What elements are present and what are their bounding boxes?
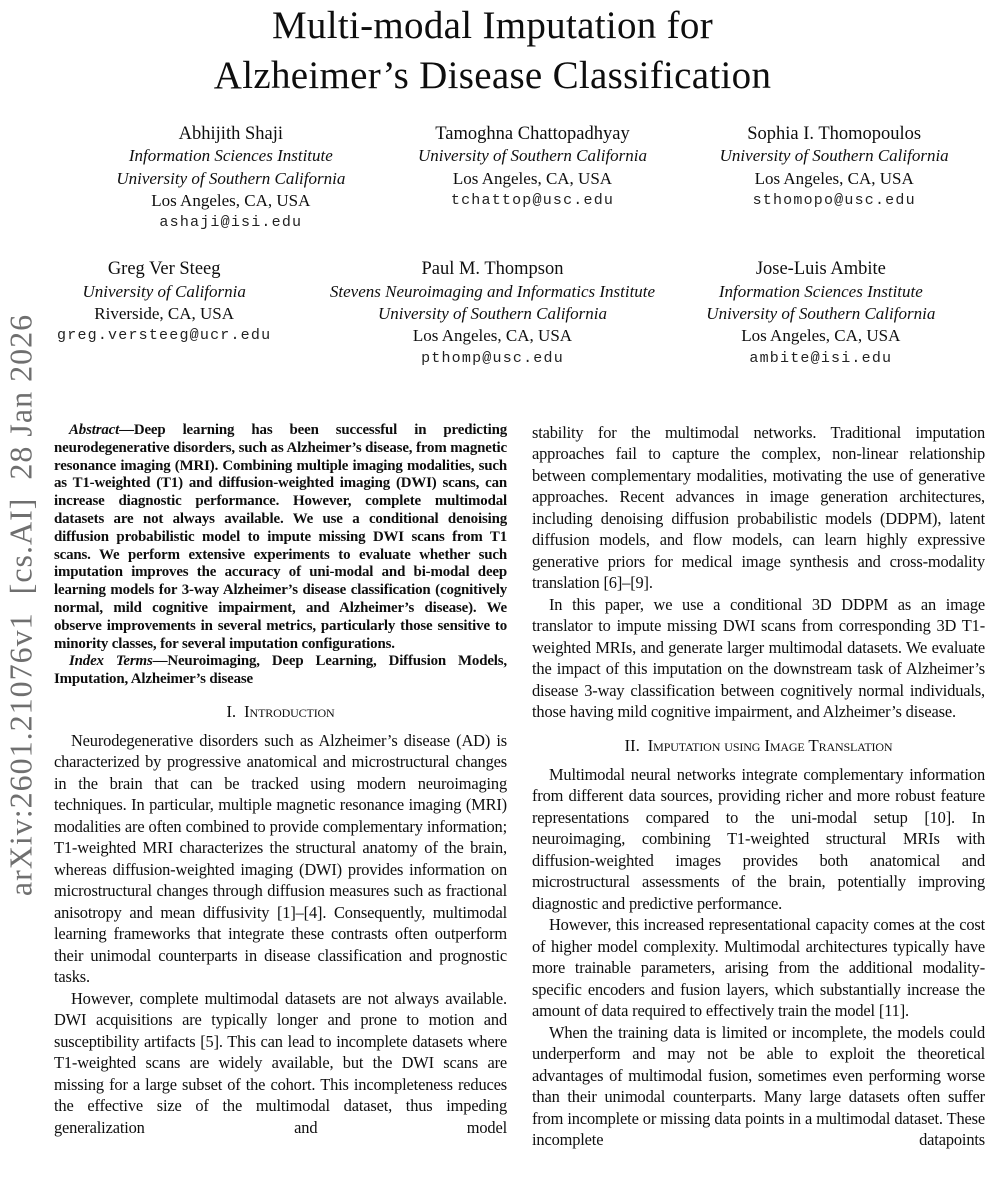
right-column [532, 422, 985, 1151]
author-affiliation: Stevens Neuroimaging and Informatics Institute [329, 281, 656, 301]
author-block-abhijith-shaji [80, 123, 382, 234]
author-location: Los Angeles, CA, USA [412, 326, 573, 346]
section-heading-imputation [532, 735, 985, 756]
paper-title-line1: Multi-modal Imputation for [271, 4, 714, 47]
author-location: Los Angeles, CA, USA [754, 168, 914, 188]
author-location: Los Angeles, CA, USA [741, 326, 901, 346]
author-name: Sophia I. Thomopoulos [747, 124, 922, 144]
paragraph-intro-2-right: stability for the multimodal networks. Traditional imputation approaches fail to capture the complex, non-linear relationship between complementary modalities, motivating the use of generative approaches. Recent advances in image generation architectures, including denoising diffusion probabilistic models (DDPM), latent diffusion models, and flow models, can learn highly expressive generative priors for medical image synthesis and cross-modality translation [6]–[9]. [532, 422, 985, 593]
section-number: II. [624, 735, 640, 755]
two-column-body [54, 422, 985, 1151]
author-affiliation: University of Southern California [706, 304, 936, 324]
author-row-2 [0, 258, 985, 369]
author-block-jose-luis-ambite [657, 258, 985, 369]
author-location: Los Angeles, CA, USA [151, 190, 311, 210]
author-name: Greg Ver Steeg [107, 259, 221, 280]
paper-title-line2: Alzheimer’s Disease Classification [213, 54, 772, 97]
paragraph-intro-3: In this paper, we use a conditional 3D DDPM as an image translator to impute missing DWI scans from corresponding 3D T1-weighted MRIs, and generate larger multimodal datasets. We evaluate the impact of this imputation on the downstream task of Alzheimer’s disease 3-way classification between cognitively normal individuals, those having mild cognitive impairment, and Alzheimer’s disease. [532, 594, 985, 722]
author-block-paul-thompson [328, 258, 656, 369]
author-affiliation: Information Sciences Institute [718, 281, 923, 301]
author-name: Tamoghna Chattopadhyay [435, 124, 630, 144]
abstract-text: —Deep learning has been successful in predicting neurodegenerative disorders, such as Alzheimer’s disease, from magnetic resonance imaging (MRI). Combining multiple imaging modalities, such as T1-weighted (T1) and diffusion-weighted imaging (DWI) scans, can increase diagnostic performance. However, complete multimodal datasets are not always available. We use a conditional denoising diffusion probabilistic model to impute missing DWI scans from T1 scans. We perform extensive experiments to evaluate whether such imputation improves the accuracy of uni-modal and bi-modal deep learning models for 3-way Alzheimer’s disease classification (cognitively normal, mild cognitive impairment, and Alzheimer’s disease). We observe improvements in several metrics, particularly those sensitive to minority classes, for several imputation configurations. [54, 421, 507, 652]
index-terms-text: —Neuroimaging, Deep Learning, Diffusion Models, Imputation, Alzheimer’s disease [54, 653, 507, 688]
author-email: sthomopo@usc.edu [752, 191, 916, 209]
index-terms [54, 653, 507, 689]
author-affiliation: Information Sciences Institute [128, 146, 333, 166]
author-name: Abhijith Shaji [178, 124, 283, 144]
section-title: Imputation using Image Translation [647, 735, 893, 755]
author-name: Paul M. Thompson [421, 259, 564, 280]
author-affiliation: University of Southern California [377, 304, 607, 324]
paragraph-intro-2-left: However, complete multimodal datasets are not always available. DWI acquisitions are typically longer and prone to motion and susceptibility artifacts [5]. This can lead to incomplete datasets where T1-weighted scans are widely available, but the DWI scans are missing for a large subset of the cohort. This incompleteness reduces the effective size of the multimodal dataset, thus impeding generalization and model [54, 988, 507, 1137]
arxiv-watermark: arXiv:2601.21076v1 [cs.AI] 28 Jan 2026 [2, 313, 39, 897]
paragraph-imputation-1: Multimodal neural networks integrate complementary information from different data sources, providing richer and more robust feature representations compared to the uni-modal setup [10]. In neuroimaging, combining T1-weighted structural MRIs with diffusion-weighted images provides both anatomical and microstructural assessments of the brain, potentially improving diagnostic and predictive performance. [532, 764, 985, 913]
author-email: tchattop@usc.edu [450, 191, 615, 209]
author-row-1 [0, 123, 985, 234]
author-block-sophia-thomopoulos [683, 123, 985, 234]
left-column [54, 422, 507, 1151]
paragraph-intro-1: Neurodegenerative disorders such as Alzheimer’s disease (AD) is characterized by progressive anatomical and microstructural changes in the brain that can be tracked using modern neuroimaging techniques. In particular, multiple magnetic resonance imaging (MRI) modalities are often combined to provide complementary information; T1-weighted MRI characterizes the structural anatomy of the brain, whereas diffusion-weighted imaging (DWI) provides information on microstructural changes through diffusion measures such as fractional anisotropy and mean diffusivity [1]–[4]. Consequently, multimodal learning frameworks that integrate these contrasts often outperform their unimodal counterparts in disease classification and prognostic tasks. [54, 730, 507, 987]
index-terms-label: Index Terms [69, 653, 153, 670]
author-affiliation: University of Southern California [719, 146, 949, 166]
author-location: Los Angeles, CA, USA [452, 168, 613, 188]
paper-title [0, 0, 985, 101]
author-affiliation: University of Southern California [417, 146, 648, 166]
section-number: I. [226, 701, 237, 721]
section-heading-introduction [54, 701, 507, 722]
paragraph-imputation-2: However, this increased representational capacity comes at the cost of higher model complexity. Multimodal architectures typically have more trainable parameters, arising from the additional modality-specific encoders and fusion layers, which substantially increase the amount of data required to effectively train the model [11]. [532, 915, 985, 1021]
author-block-greg-ver-steeg [0, 258, 328, 369]
author-affiliation: University of Southern California [116, 168, 346, 188]
section-title: Introduction [244, 701, 335, 721]
abstract [54, 422, 507, 653]
author-location: Riverside, CA, USA [94, 304, 235, 324]
paragraph-imputation-3: When the training data is limited or incomplete, the models could underperform and may not be able to exploit the theoretical advantages of multimodal fusion, sometimes even performing worse than their unimodal counterparts. Many large datasets often suffer from incomplete or missing data points in a multimodal dataset. These incomplete datapoints [532, 1022, 985, 1150]
author-email: ashaji@isi.edu [159, 214, 303, 232]
author-email: pthomp@usc.edu [421, 349, 564, 367]
author-name: Jose-Luis Ambite [755, 259, 886, 280]
author-email: greg.versteeg@ucr.edu [57, 327, 272, 345]
author-block-tamoghna-chattopadhyay [382, 123, 684, 234]
author-email: ambite@isi.edu [749, 349, 893, 367]
abstract-label: Abstract [69, 421, 120, 438]
author-affiliation: University of California [82, 281, 246, 301]
